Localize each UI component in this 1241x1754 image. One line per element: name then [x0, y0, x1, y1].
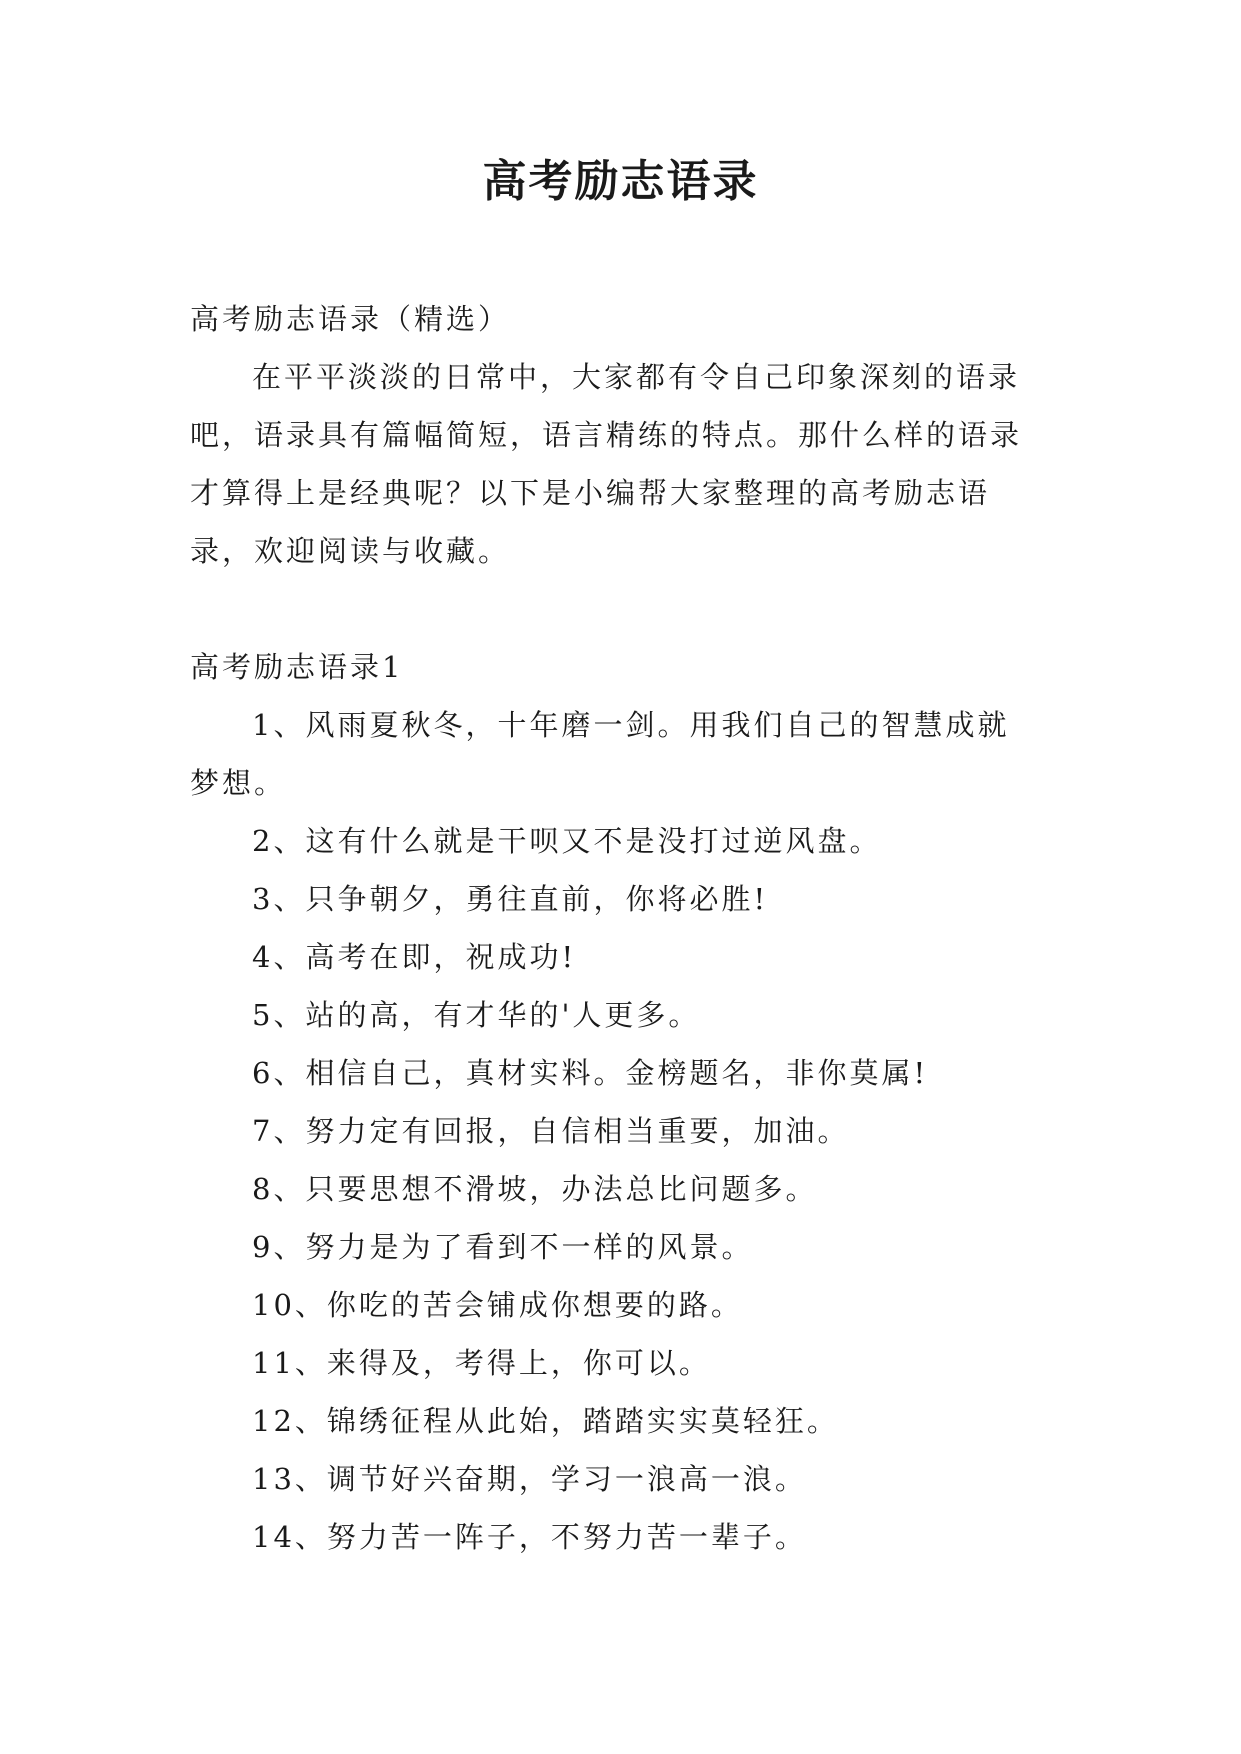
section-heading: 高考励志语录1 [190, 650, 404, 684]
quote-item: 6、相信自己，真材实料。金榜题名，非你莫属! [252, 1056, 929, 1090]
quote-item: 12、锦绣征程从此始，踏踏实实莫轻狂。 [252, 1404, 839, 1438]
intro-line: 才算得上是经典呢？以下是小编帮大家整理的高考励志语 [190, 476, 991, 510]
document-title: 高考励志语录 [482, 156, 759, 207]
quote-item: 14、努力苦一阵子，不努力苦一辈子。 [252, 1520, 807, 1554]
quote-item: 2、这有什么就是干呗又不是没打过逆风盘。 [252, 824, 882, 858]
quote-item: 13、调节好兴奋期，学习一浪高一浪。 [252, 1462, 807, 1496]
quote-item: 1、风雨夏秋冬，十年磨一剑。用我们自己的智慧成就 [252, 708, 1010, 742]
document-body [190, 290, 1050, 1566]
quote-item: 11、来得及，考得上，你可以。 [252, 1346, 711, 1380]
quote-item: 5、站的高，有才华的'人更多。 [252, 998, 701, 1032]
quote-item-continuation: 梦想。 [190, 766, 287, 800]
intro-line: 吧，语录具有篇幅简短，语言精练的特点。那什么样的语录 [190, 418, 1023, 452]
intro-line: 在平平淡淡的日常中，大家都有令自己印象深刻的语录 [252, 360, 1021, 394]
subtitle: 高考励志语录（精选） [190, 302, 511, 336]
intro-line: 录，欢迎阅读与收藏。 [190, 534, 511, 568]
quote-item: 9、努力是为了看到不一样的风景。 [252, 1230, 754, 1264]
quote-item: 10、你吃的苦会铺成你想要的路。 [252, 1288, 743, 1322]
quote-item: 7、努力定有回报，自信相当重要，加油。 [252, 1114, 850, 1148]
quote-item: 3、只争朝夕，勇往直前，你将必胜! [252, 882, 769, 916]
quote-item: 8、只要思想不滑坡，办法总比问题多。 [252, 1172, 818, 1206]
quote-item: 4、高考在即，祝成功! [252, 940, 577, 974]
paragraph-gap [190, 580, 1050, 638]
